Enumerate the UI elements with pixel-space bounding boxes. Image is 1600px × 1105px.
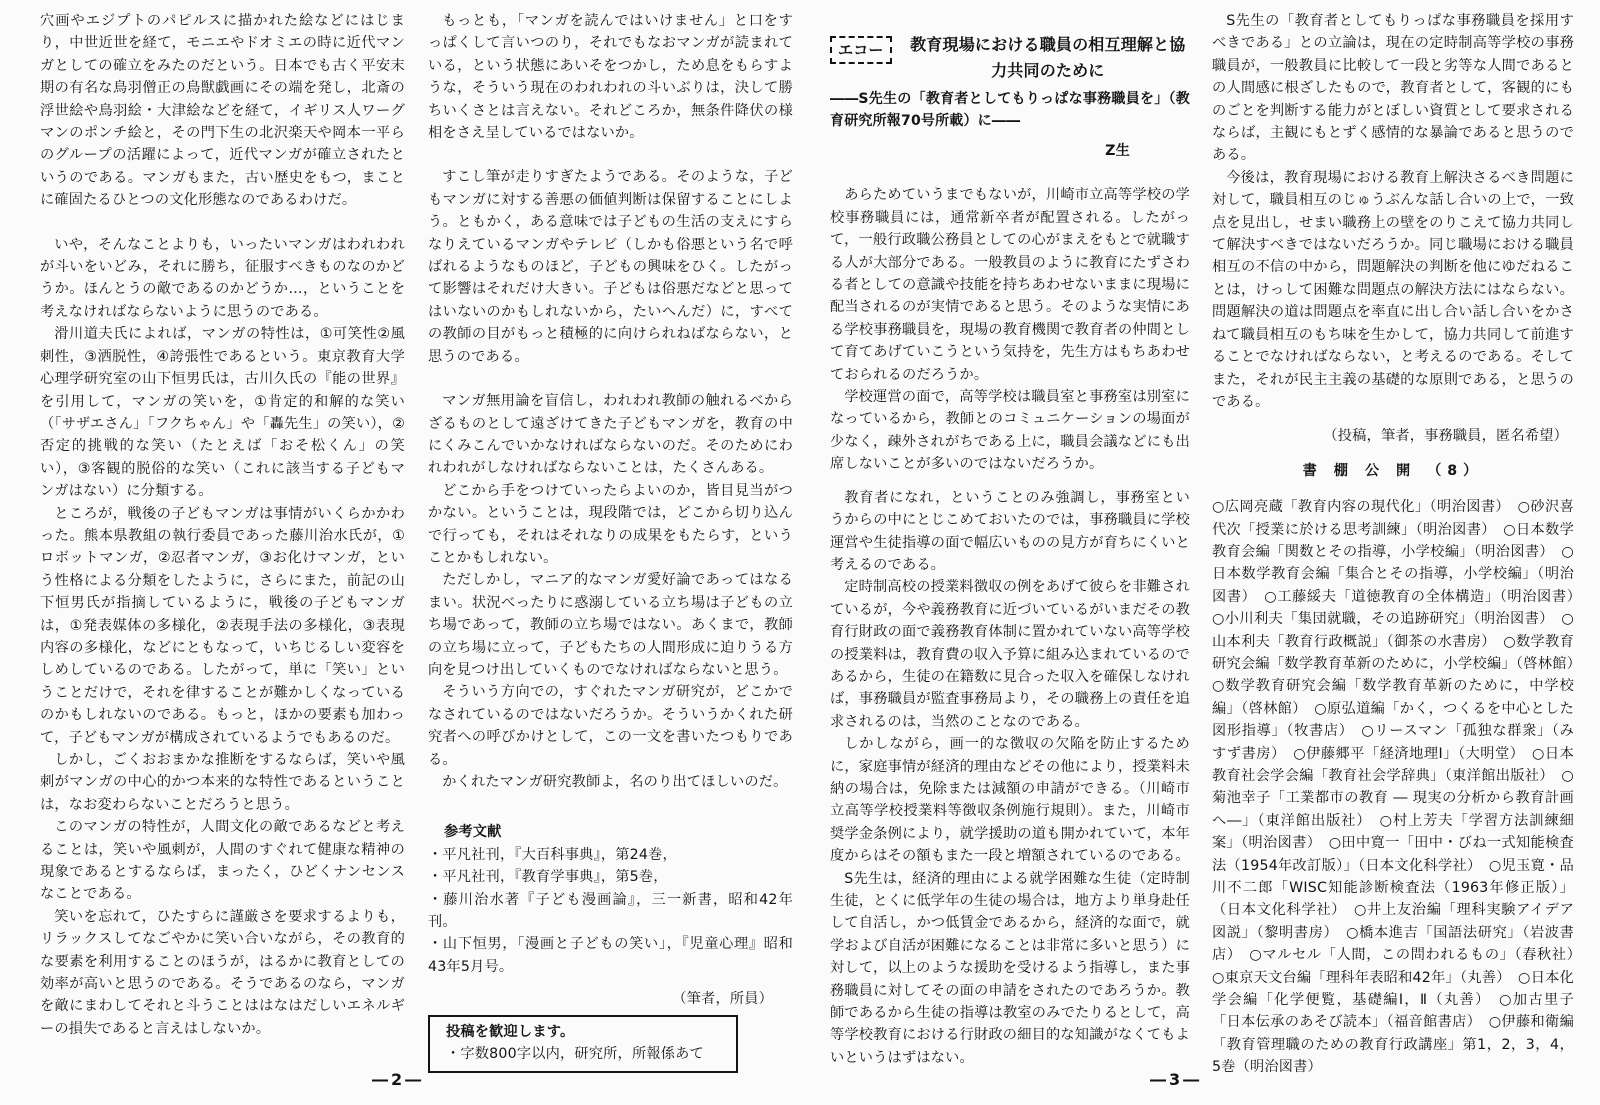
paragraph: ただしかし，マニア的なマンガ愛好論であってはなるまい。状況べったりに惑溺している立ち場は子どもの立ち場であって，教師の立ち場ではない。あくまで，教師の立ち場に立って，子どもたちの人間形成に迫りうる方向を見つけ出していくものでなければならないと思う。 — [428, 572, 793, 678]
article-heading — [830, 32, 1190, 84]
paragraph: ところが，戦後の子どもマンガは事情がいくらかかわった。熊本県教組の執行委員であった藤川治水氏が，①ロボットマンガ，②忍者マンガ，③お化けマンガ，という性格による分類をしたように，さらにまた，前記の山下恒男氏が指摘しているように，戦後の子どもマンガは，①発表媒体の多様化，②表現手法の多様化，③表現内容の多様化，などにともなって，いちじるしい変容をしめしているのである。したがって，単に「笑い」ということだけで，それを律することが難かしくなっているのかもしれないのである。もっと，ほかの要素も加わって，子どもマンガが構成されているようでもあるのだ。 — [40, 505, 405, 746]
paragraph: 穴画やエジプトのパピルスに描かれた絵などにはじまり，中世近世を経て，モニエやドオミエの時に近代マンガとしての確立をみたのだという。日本でも古く平安末期の有名な鳥羽僧正の鳥獣戯画にその端を発し，北斎の浮世絵や鳥羽絵・大津絵などを経て，イギリス人ワーグマンのポンチ絵と，その門下生の北沢楽天や岡本一平らのグループの活躍によって，近代マンガが確立されたというのである。マンガもまた，古い歴史をもつ，まことに確固たるひとつの文化形態なのであるわけだ。 — [40, 13, 405, 209]
paragraph: 笑いを忘れて，ひたすらに謹厳さを要求するよりも，リラックスしてなごやかに笑い合いながら，その教育的な要素を利用することのほうが，はるかに教育としての効率が高いと思うのである。そうであるのなら，マンガを敵にまわしてそれと斗うことははなはだしいエネルギーの損失であると言えはしないか。 — [40, 908, 405, 1037]
paragraph: かくれたマンガ研究教師よ，名のり出てほしいのだ。 — [442, 774, 788, 790]
paragraph: S先生は，経済的理由による就学困難な生徒（定時制生徒，とくに低学年の生徒の場合は，地方より単身赴任して自活し，かつ低賃金であるから，経済的な面で，就学および自活が困難になることは非常に多いと思う）に対して，以上のような援助を受けるよう指導し，また事務職員に対してその面の申請をされたのであろうか。教師であるから生徒の指導は教室のみでたりるとして，高等学校教育における行財政の細目的な知識がなくてもよいというはずはない。 — [830, 870, 1190, 1066]
page-number-right: ―3― — [1150, 1070, 1203, 1089]
paragraph: 学校運営の面で，高等学校は職員室と事務室は別室になっているから，教師とのコミュニケーションの場面が少なく，疎外されがちである上に，職員会議などにも出席しないことが多いのではないだろうか。 — [830, 389, 1190, 473]
article-title: 教育現場における職員の相互理解と協力共同のために — [910, 35, 1186, 80]
paragraph: 今後は，教育現場における教育上解決さるべき問題に対して，職員相互のじゅうぶんな話し合いの上で，一致点を見出し，せまい職務上の壁をのりこえて協力共同して解決すべきではないだろうか。同じ職場における職員相互の不信の中から，問題解決の判断を他にゆだねることは，けっして困難な問題点の解決方法にはならない。問題解決の道は問題点を率直に出し合い話し合いをかさねて職員相互のもち味を生かして，協力共同して前進することでなければならない，と考えるのである。そしてまた，それが民主主義の基礎的な原則である，と思うのである。 — [1212, 169, 1574, 410]
contribution-notice-box — [428, 1015, 738, 1074]
paragraph: 定時制高校の授業料徴収の例をあげて彼らを非難されているが，今や義務教育に近づいているがいまだその教育行財政の面で義務教育体制に置かれていない高等学校の授業料は，教育費の収入予算に組み込まれているのであるから，生徒の在籍数に見合った収入を確保しなければ，事務職員が監査事務局より，その職務上の責任を追求されるのは，当然のことなのである。 — [830, 579, 1190, 730]
contribution-notice-body: ・字数800字以内，研究所，所報係あて — [446, 1046, 704, 1063]
paragraph: いや，そんなことよりも，いったいマンガはわれわれが斗いをいどみ，それに勝ち，征服すべきものなのかどうか。ほんとうの敵であるのかどうか…，ということを考えなければならないように思うのである。 — [40, 236, 405, 320]
reference-item: ・山下恒男，「漫画と子どもの笑い」，『児童心理』昭和43年5月号。 — [428, 936, 793, 975]
paragraph: しかし，ごくおおまかな推断をするならば，笑いや風刺がマンガの中心的かつ本来的な特性であるということは，なお変わらないことだろうと思う。 — [40, 752, 405, 813]
article-subtitle: ――S先生の「教育者としてもりっぱな事務職員を」（教育研究所報70号所載）に―― — [830, 91, 1190, 129]
reference-item: ・平凡社刊，『教育学事典』，第5巻， — [428, 869, 668, 886]
references-heading: 参考文献 — [444, 824, 502, 841]
left-page-column-2 — [428, 10, 793, 1073]
reference-item: ・藤川治水著『子ども漫画論』，三一新書，昭和42年刊。 — [428, 891, 793, 931]
author-signature: （筆者，所員） — [672, 991, 773, 1008]
bookshelf-list: ○広岡亮蔵「教育内容の現代化」（明治図書） ○砂沢喜代次「授業に於ける思考訓練」（明治図書） ○日本数学教育会編「関数とその指導，小学校編」（明治図書） ○日本数学教育会編「集合とその指導，小学校編」（明治図書） ○工藤綏夫「道徳教育の全体構造」（明治図書） ○小川利夫「集団就職，その追跡研究」（明治図書） ○山本利夫「教育行政概説」（御茶の水書房） ○数学教育研究会編「数学教育革新のために，小学校編」（啓林館） ○数学教育研究会編「数学教育革新のために，中学校編」（啓林館） ○原弘道編「かく，つくるを中心とした図形指導」（牧書店） ○リースマン「孤独な群衆」（みすず書房） ○伊藤郷平「経済地理Ⅰ」（大明堂） ○日本教育社会学会編「教育社会学辞典」（東洋館出版社） ○菊池幸子「工業都市の教育 ― 現実の分析から教育計画へ―」（東洋館出版社） ○村上芳夫「学習方法訓練細案」（明治図書） ○田中寛一「田中・びね一式知能検査法（1954年改訂版）」（日本文化科学社） ○児玉寛・品川不二郎「WISC知能診断検査法（1963年修正版）」（日本文化科学社） ○井上友治編「理科実験アイデア図説」（黎明書房） ○橋本進吉「国語法研究」（岩波書店） ○マルセル「人間，この問われるもの」（春秋社） ○東京天文台編「理科年表昭和42年」（丸善） ○日本化学会編「化学便覧，基礎編Ⅰ，Ⅱ（丸善） ○加古里子「日本伝承のあそび読本」（福音館書店） ○伊藤和衛編「教育管理職のための教育行政講座」第1，2，3，4，5巻（明治図書） — [1212, 499, 1589, 1076]
left-page-column-1 — [40, 10, 405, 1040]
right-page-column-4 — [1212, 10, 1589, 1079]
paragraph: もっとも，「マンガを読んではいけません」と口をすっぱくして言いつのり，それでもなおマンガが読まれている，という状態にあいそをつかし，ため息をもらすような，そういう現在のわれわれの斗いぶりは，決して勝ちいくさとは言えない。それどころか，無条件降伏の様相をさえ呈しているではないか。 — [428, 13, 793, 142]
reference-item: ・平凡社刊，『大百科事典』，第24巻， — [428, 846, 677, 863]
contributor-note: （投稿，筆者，事務職員，匿名希望） — [1323, 428, 1568, 445]
paragraph: すこし筆が走りすぎたようである。そのような，子どもマンガに対する善悪の価値判断は保留することにしよう。ともかく，ある意味では子どもの生活の支えにすらなりえているマンガやテレビ（しかも俗悪という名で呼ばれるようなものほど，子どもの興味をひく。したがって影響はそれだけ大きい。子どもは俗悪だなどと思ってはいないのかもしれないから，たいへんだ）に，すべての教師の目がもっと積極的に向けられねばならない，と思うのである。 — [428, 169, 793, 365]
paragraph: どこから手をつけていったらよいのか，皆目見当がつかない。ということは，現段階では，どこから切り込んで行っても，それはそれなりの成果をもたらす，ということかもしれない。 — [428, 482, 793, 566]
paragraph: しかしながら，画一的な徴収の欠陥を防止するために，家庭事情が経済的理由などその他により，授業料未納の場合は，免除または減額の申請ができる。（川崎市立高等学校授業料等徴収条例施行規則）。また，川崎市奨学金条例により，就学援助の道も開かれていて，本年度からはその額もまた一段と増額されているのである。 — [830, 736, 1190, 865]
bookshelf-heading: 書 棚 公 開 （8） — [1302, 462, 1484, 479]
paragraph: そういう方向での，すぐれたマンガ研究が，どこかでなされているのではないだろうか。そういうかくれた研究者への呼びかけとして，この一文を書いたつもりである。 — [428, 684, 793, 768]
paragraph: 滑川道夫氏によれば，マンガの特性は，①可笑性②風刺性，③洒脱性，④誇張性であるという。東京教育大学心理学研究室の山下恒男氏は，古川久氏の『能の世界』を引用して，マンガの笑いを，①肯定的和解的な笑い（「サザエさん」「フクちゃん」や「轟先生」の笑い），②否定的挑戦的な笑い（たとえば「おそ松くん」の笑い），③客観的脱俗的な笑い（これに該当する子どもマンガはない）に分類する。 — [40, 326, 405, 500]
paragraph: S先生の「教育者としてもりっぱな事務職員を採用すべきである」との立論は，現在の定時制高等学校の事務職員が，一般教員に比較して一段と劣等な人間であるとの人間感に根ざしたもので，教育者として，客観的にものごとを判断する能力がとぼしい資質として要求されるならば，主観にもとずく感情的な暴論であると思うのである。 — [1212, 13, 1574, 164]
paragraph: マンガ無用論を盲信し，われわれ教師の触れるべからざるものとして遠ざけてきた子どもマンガを，教育の中にくみこんでいかなければならないのだ。そのためにわれわれがしなければならないことは，たくさんある。 — [428, 393, 793, 477]
echo-badge: エコー — [830, 36, 892, 64]
paragraph: あらためていうまでもないが，川崎市立高等学校の学校事務職員には，通常新卒者が配置される。したがって，一般行政職公務員としての心がまえをもとで就職する人が大部分である。一般教員のように教育にたずさわる者としての意識や技能を持ちあわせないままに現場に配当されるのが実情であると思う。そのような実情にある学校事務職員を，現場の教育機関で教育者の仲間として育てあげていこうという気持を，先生方はもちあわせておられるのだろうか。 — [830, 187, 1190, 383]
paragraph: このマンガの特性が，人間文化の敵であるなどと考えることは，笑いや風刺が，人間のすぐれて健康な精神の現象であるとするならば，まったく，ひどくナンセンスなことである。 — [40, 819, 405, 903]
article-author: Z生 — [1105, 143, 1130, 159]
paragraph: 教育者になれ，ということのみ強調し，事務室というからの中にとじこめておいたのでは，事務職員に学校運営や生徒指導の面で幅広いものの見方が育ちにくいと考えるのである。 — [830, 489, 1190, 573]
right-page-column-3 — [830, 10, 1190, 1069]
contribution-notice-title: 投稿を歓迎します。 — [446, 1023, 575, 1040]
page-number-left: ―2― — [372, 1070, 425, 1089]
